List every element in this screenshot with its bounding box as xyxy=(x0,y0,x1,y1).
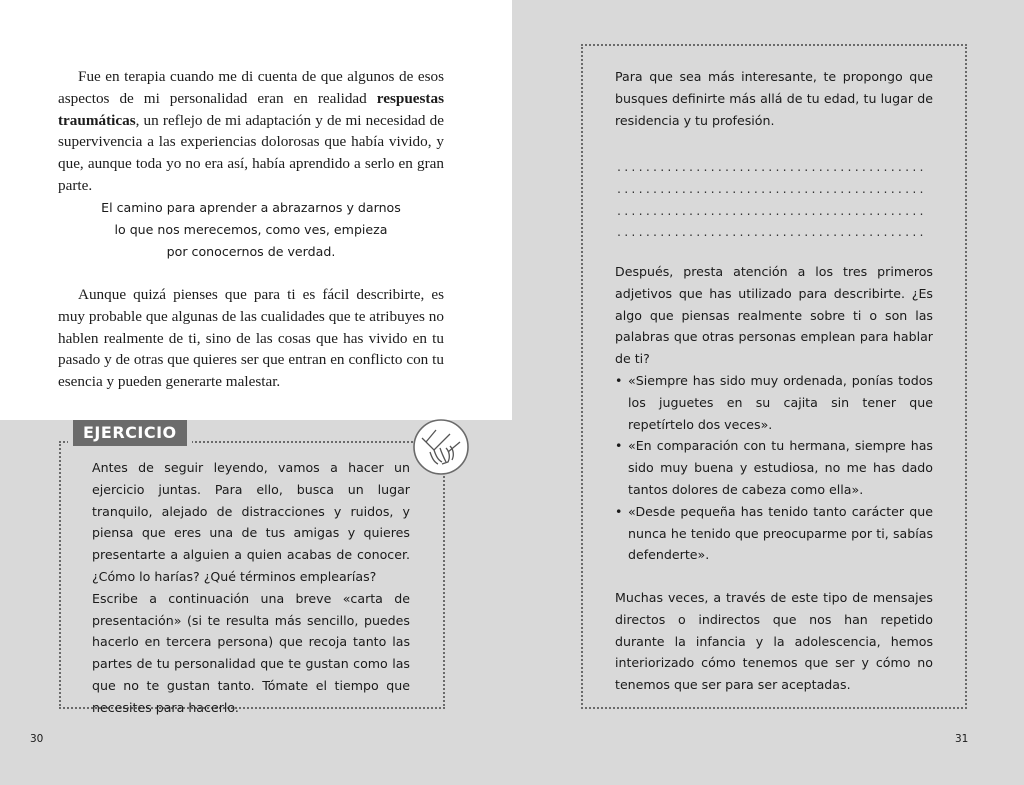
fill-in-line[interactable]: ........................................... xyxy=(617,224,927,240)
highlight-quote xyxy=(58,197,444,262)
exercise-tab-label: EJERCICIO xyxy=(73,420,187,446)
bullet-icon: • xyxy=(615,438,623,454)
quote-line: por conocernos de verdad. xyxy=(166,243,336,259)
fill-in-line[interactable]: ........................................... xyxy=(617,159,927,174)
list-item xyxy=(615,370,933,435)
list-item-text: «En comparación con tu hermana, siempre has sido muy buena y estudiosa, no me has dado tantos dolores de cabeza como ella». xyxy=(628,438,933,497)
exercise-paragraph: Escribe a continuación una breve «carta de presentación» (si te resulta más sencillo, puedes hacerlo en tercera persona) que recoja tanto las partes de tu personalidad que te gustan como las que no te gustan tanto. Tómate el tiempo que necesites para hacerlo. xyxy=(92,590,410,715)
fill-in-line[interactable]: ........................................... xyxy=(617,180,927,196)
bullet-icon: • xyxy=(615,503,623,519)
right-paragraph-1: Para que sea más interesante, te propongo que busques definirte más allá de tu edad, tu lugar de residencia y tu profesión. xyxy=(615,69,933,128)
list-item-text: «Desde pequeña has tenido tanto carácter que nunca he tenido que preocuparme por ti, sabías defenderte». xyxy=(628,503,933,563)
paragraph-text: Fue en terapia cuando me di cuenta de que algunos de esos aspectos de mi personalidad eran en realidad xyxy=(58,68,444,107)
bullet-icon: • xyxy=(615,373,623,388)
quote-line: El camino para aprender a abrazarnos y darnos xyxy=(101,200,401,215)
exercise-paragraph: Antes de seguir leyendo, vamos a hacer un ejercicio juntas. Para ello, busca un lugar tranquilo, alejado de distracciones y ruidos, y piensa que eres una de tus amigas y quieres presentarte a alguien a quien acabas de conocer. ¿Cómo lo harías? ¿Qué términos emplearías? xyxy=(92,460,410,584)
page-number-left: 30 xyxy=(30,733,44,745)
bold-phrase: respuestas traumáticas xyxy=(58,89,444,129)
list-item xyxy=(615,435,933,500)
paragraph-text: , un reflejo de mi adaptación y de mi necesidad de supervivencia a las experiencias dolorosas que había vivido, y que, aunque toda yo no era así, había aprendido a serlo en gran parte. xyxy=(58,111,444,194)
body-paragraph-1 xyxy=(58,66,444,197)
fill-in-lines[interactable] xyxy=(617,156,927,243)
list-item xyxy=(615,501,933,566)
fill-in-line[interactable]: ........................................... xyxy=(617,202,927,218)
paragraph-text: Aunque quizá pienses que para ti es fácil describirte, es muy probable que algunas de las cualidades que te atribuyes no hablen realmente de ti, sino de las cosas que has vivido en tu pasado y de otras que quieres ser que entran en conflicto con tu esencia y pueden generarte malestar. xyxy=(58,286,444,391)
page-number-right: 31 xyxy=(955,733,969,745)
body-paragraph-2 xyxy=(58,284,444,393)
quote-line: lo que nos merecemos, como ves, empieza xyxy=(114,221,388,237)
quote-list xyxy=(615,370,933,566)
right-paragraph-2: Después, presta atención a los tres primeros adjetivos que has utilizado para describirte. ¿Es algo que piensas realmente sobre ti o son las palabras que otras personas emplean para hablar de ti? xyxy=(615,264,933,367)
holding-hands-icon xyxy=(412,418,470,476)
exercise-text xyxy=(92,457,410,719)
right-paragraph-3: Muchas veces, a través de este tipo de mensajes directos o indirectos que nos han repetido durante la infancia y la adolescencia, hemos interiorizado cómo tenemos que ser y cómo no tenemos que ser para ser aceptadas. xyxy=(615,590,933,693)
list-item-text: «Siempre has sido muy ordenada, ponías todos los juguetes en su cajita sin tener que repetírtelo dos veces». xyxy=(628,373,933,432)
